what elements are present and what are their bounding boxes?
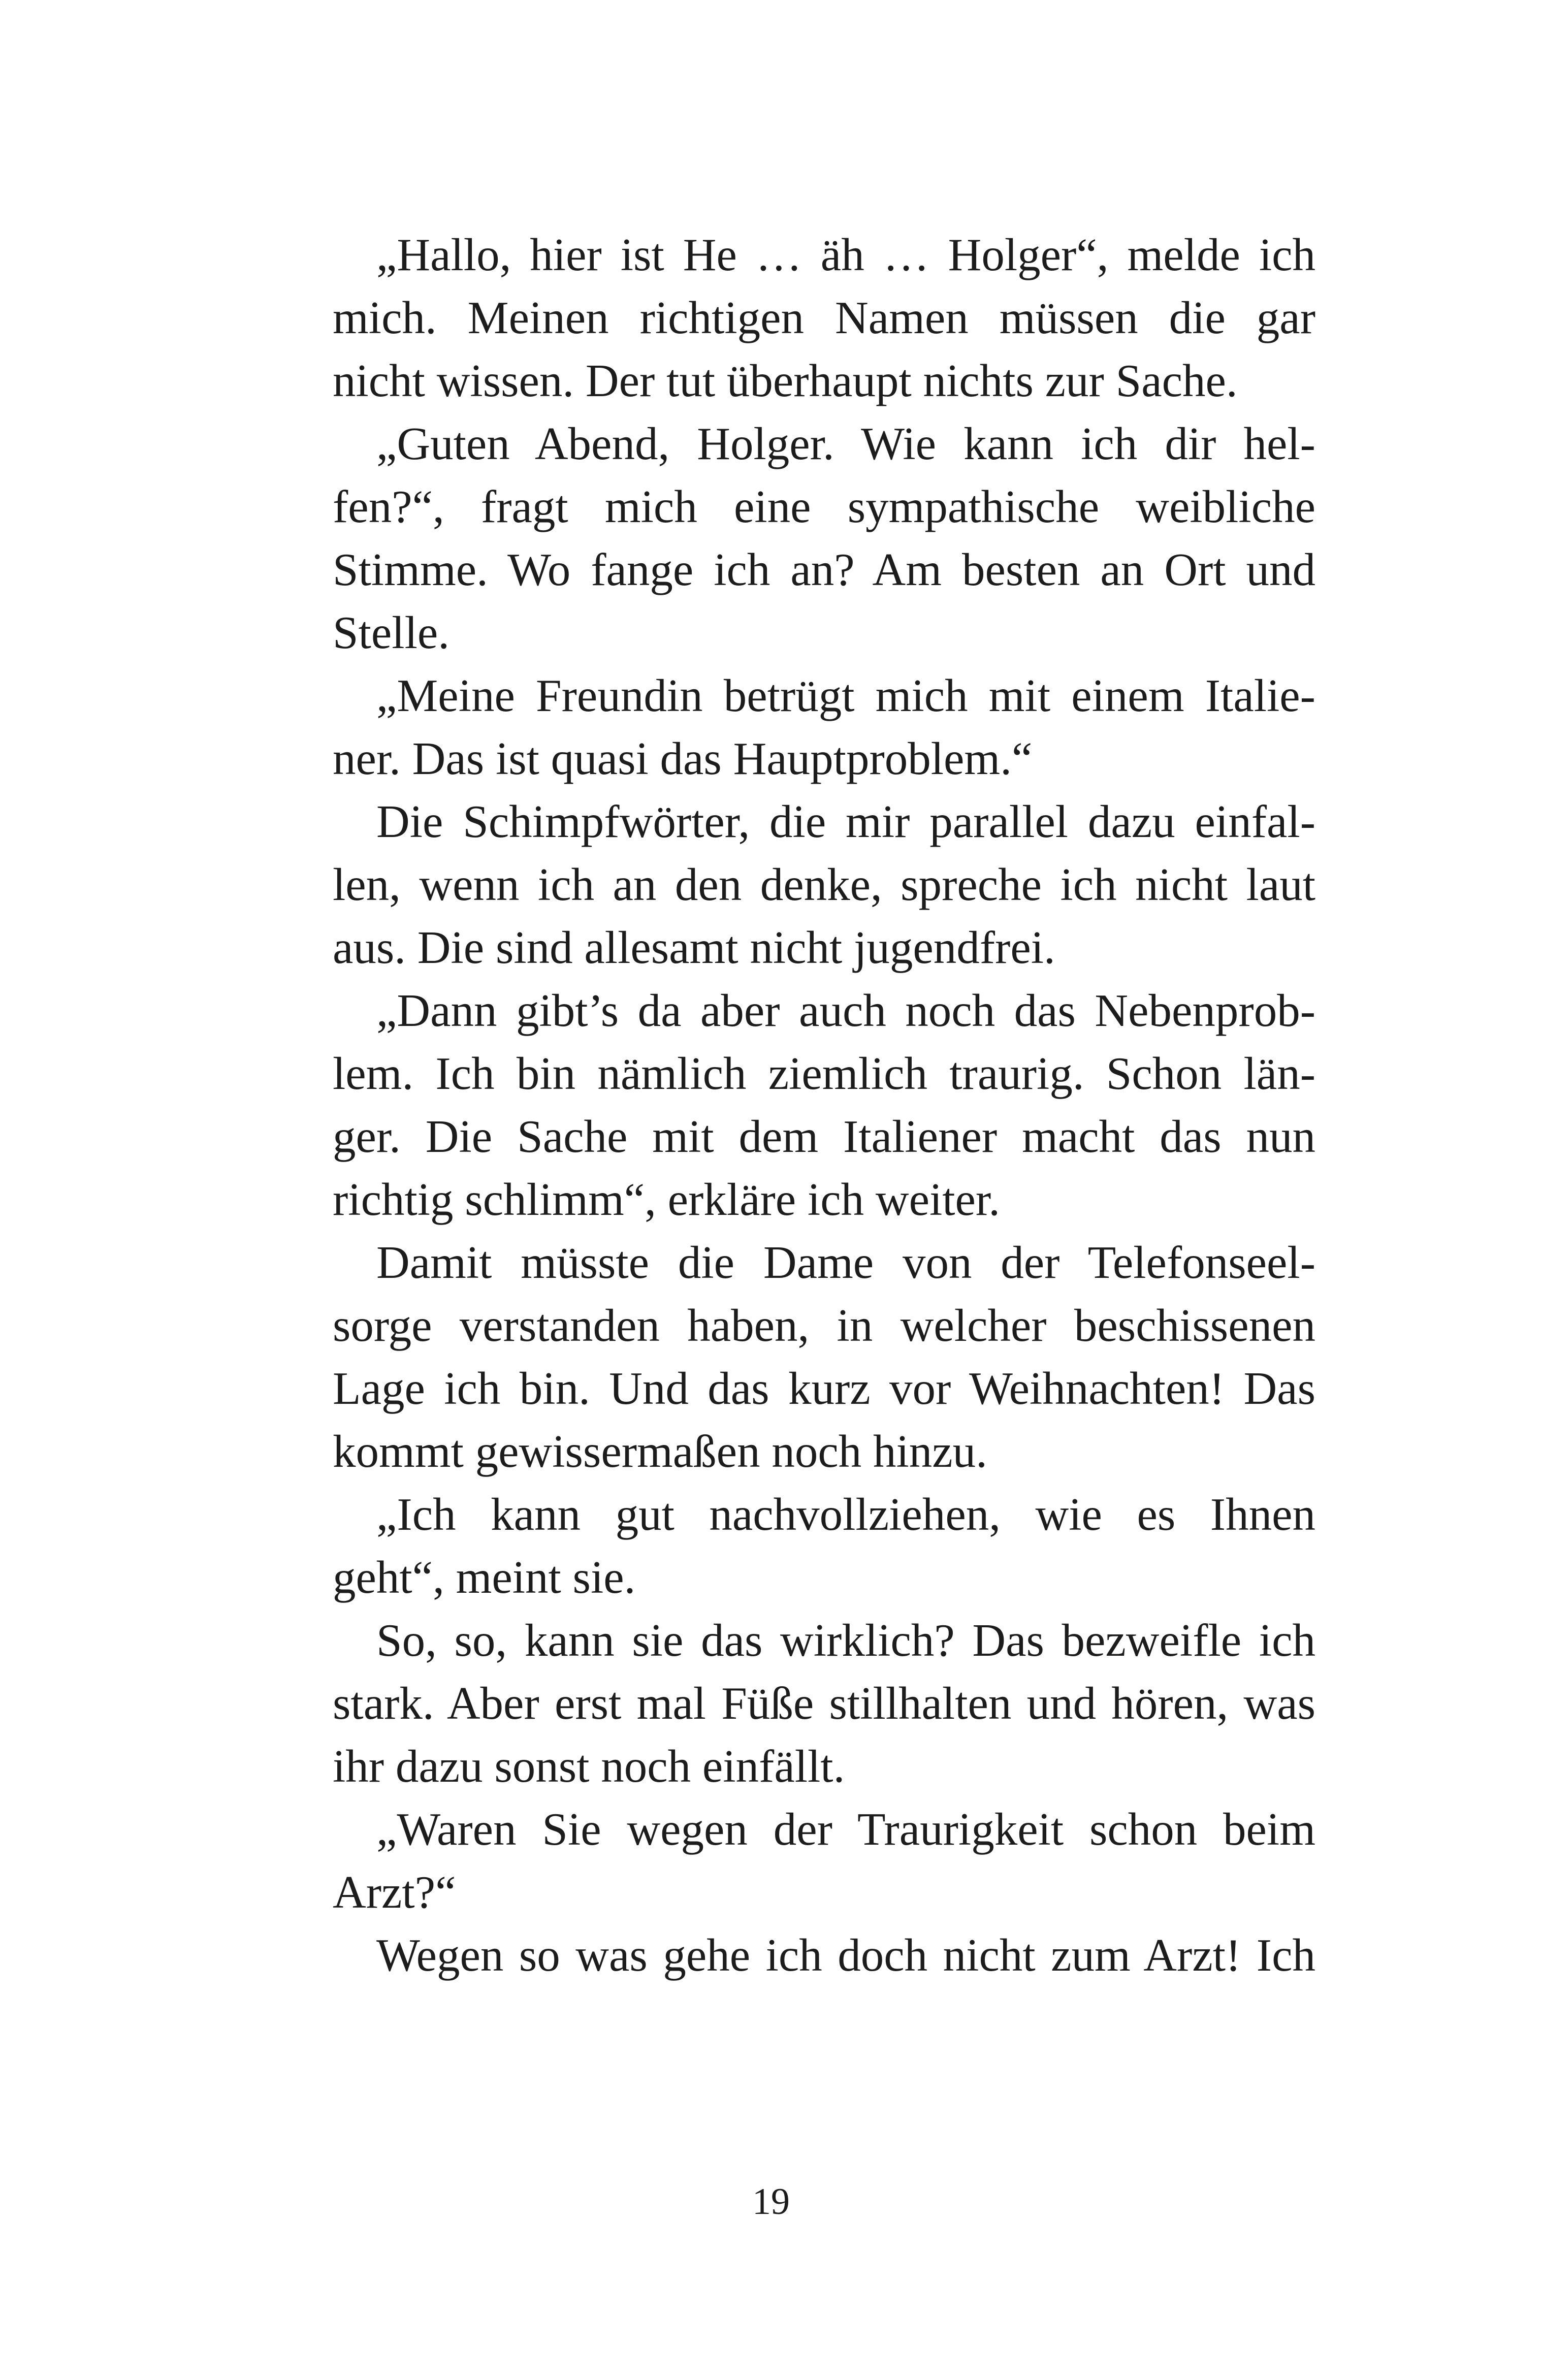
text-line: „Guten Abend, Holger. Wie kann ich dir hel- (376, 418, 1315, 469)
text-line: Damit müsste die Dame von der Telefonseel- (376, 1237, 1315, 1288)
text-line: Die Schimpfwörter, die mir parallel dazu einfal- (376, 796, 1315, 847)
text-line: Lage ich bin. Und das kurz vor Weihnachten! Das (333, 1363, 1315, 1414)
text-line: aus. Die sind allesamt nicht jugendfrei. (333, 922, 1055, 973)
text-line: lem. Ich bin nämlich ziemlich traurig. Schon län- (333, 1048, 1315, 1099)
text-line: Arzt?“ (333, 1867, 456, 1918)
text-line: „Meine Freundin betrügt mich mit einem Italie- (376, 670, 1315, 721)
text-line: geht“, meint sie. (333, 1552, 636, 1603)
text-line: fen?“, fragt mich eine sympathische weibliche (333, 481, 1315, 532)
text-line: ihr dazu sonst noch einfällt. (333, 1741, 845, 1792)
text-line: „Ich kann gut nachvollziehen, wie es Ihnen (376, 1489, 1315, 1540)
text-line: mich. Meinen richtigen Namen müssen die gar (333, 292, 1315, 343)
text-line: „Waren Sie wegen der Traurigkeit schon beim (376, 1804, 1315, 1855)
text-line: nicht wissen. Der tut überhaupt nichts zur Sache. (333, 355, 1238, 406)
text-line: ner. Das ist quasi das Hauptproblem.“ (333, 733, 1033, 784)
page-number: 19 (752, 2181, 790, 2223)
text-line: Stelle. (333, 607, 449, 658)
text-line: stark. Aber erst mal Füße stillhalten und hören, was (333, 1678, 1315, 1729)
text-line: Wegen so was gehe ich doch nicht zum Arzt! Ich (376, 1929, 1315, 1981)
text-line: sorge verstanden haben, in welcher beschissenen (333, 1300, 1315, 1351)
text-line: richtig schlimm“, erkläre ich weiter. (333, 1174, 1000, 1225)
text-line: So, so, kann sie das wirklich? Das bezweifle ich (376, 1615, 1315, 1666)
text-line: „Dann gibt’s da aber auch noch das Nebenprob- (376, 985, 1315, 1036)
text-line: kommt gewissermaßen noch hinzu. (333, 1426, 987, 1477)
text-line: Stimme. Wo fange ich an? Am besten an Ort und (333, 544, 1315, 595)
body-text (333, 223, 1315, 1987)
text-line: len, wenn ich an den denke, spreche ich nicht laut (333, 859, 1315, 910)
text-line: ger. Die Sache mit dem Italiener macht das nun (333, 1111, 1315, 1162)
text-line: „Hallo, hier ist He … äh … Holger“, melde ich (376, 229, 1315, 280)
